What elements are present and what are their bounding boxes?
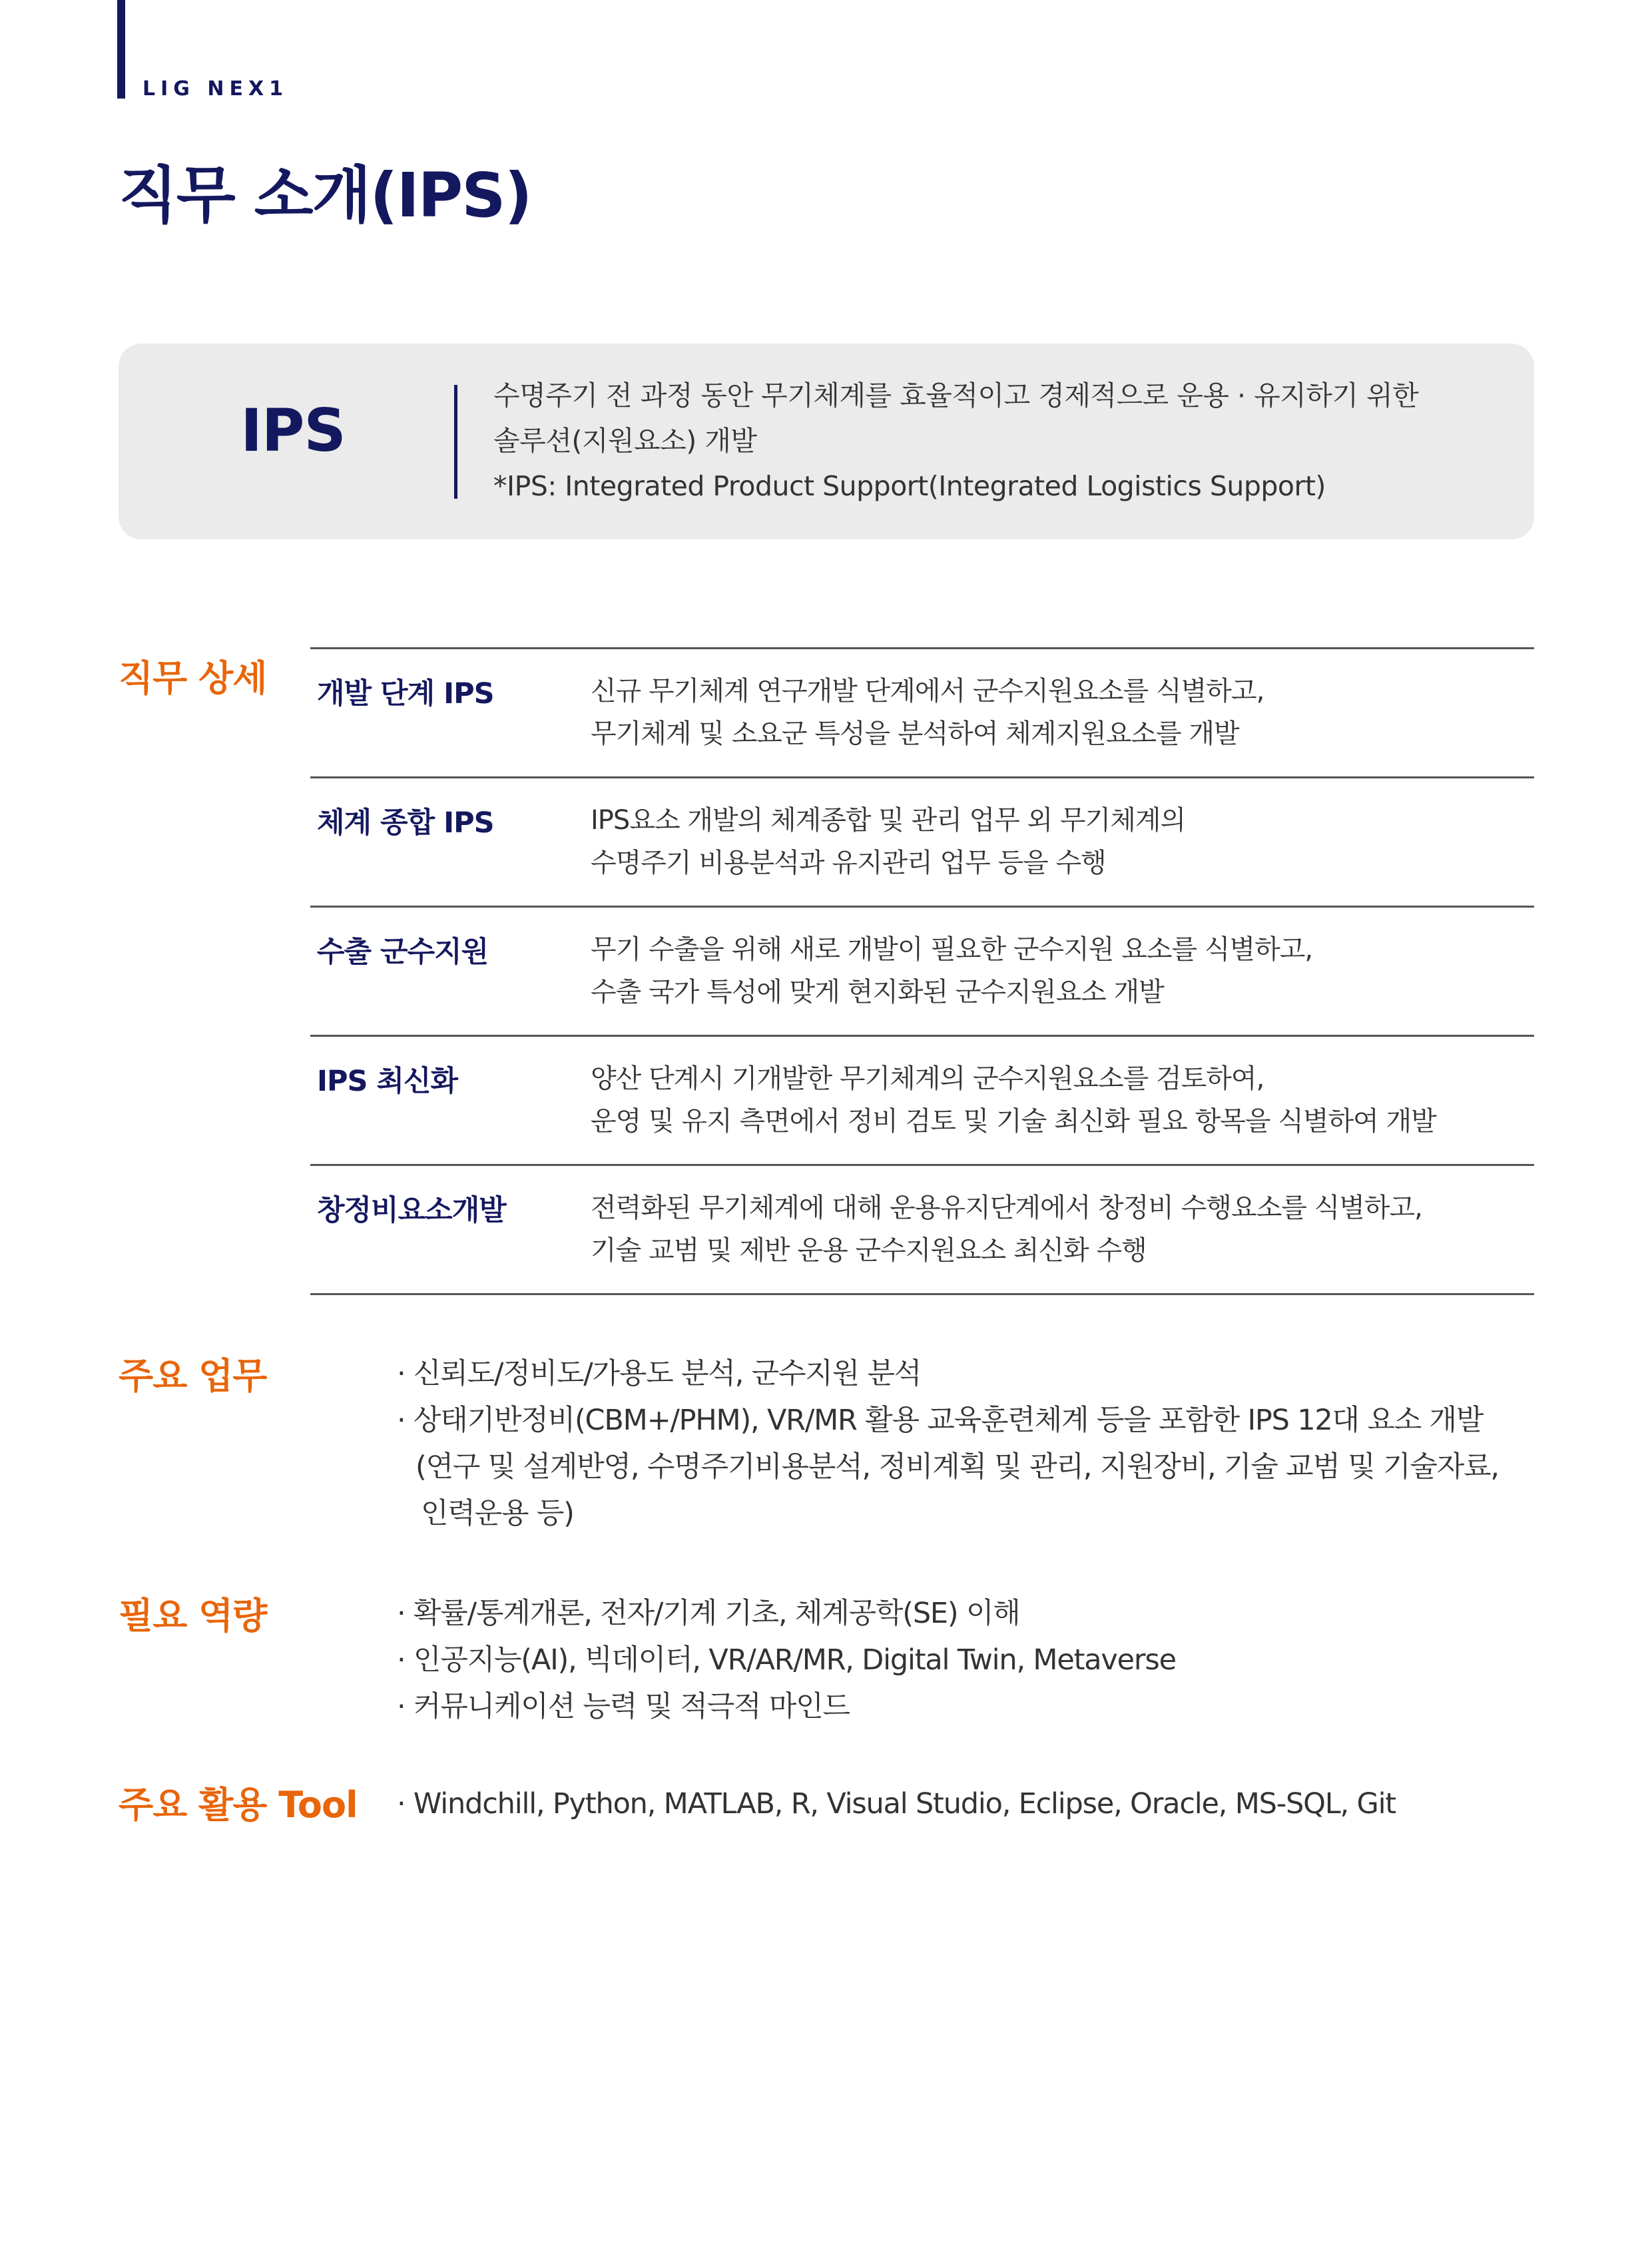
list-item: · Windchill, Python, MATLAB, R, Visual Studio, Eclipse, Oracle, MS-SQL, Git: [397, 1787, 1396, 1821]
job-detail-table: [310, 647, 1534, 1295]
page-title: 직무 소개(IPS): [119, 160, 531, 231]
main-tasks-list: [397, 1350, 1499, 1537]
definition-text: [493, 373, 1519, 509]
row-description: [591, 799, 1185, 884]
row-title: 개발 단계 IPS: [317, 677, 494, 710]
list-item: · 커뮤니케이션 능력 및 적극적 마인드: [397, 1690, 850, 1723]
row-title: 창정비요소개발: [317, 1194, 506, 1227]
row-title: IPS 최신화: [317, 1065, 458, 1098]
row-title: 체계 종합 IPS: [317, 806, 494, 840]
table-row: [310, 649, 1534, 778]
competencies-list: [397, 1590, 1176, 1730]
list-item-continuation: (연구 및 설계반영, 수명주기비용분석, 정비계획 및 관리, 지원장비, 기술 교범 및 기술자료,: [415, 1450, 1499, 1484]
list-item: · 인공지능(AI), 빅데이터, VR/AR/MR, Digital Twin, Metaverse: [397, 1643, 1176, 1677]
definition-line: 솔루션(지원요소) 개발: [493, 425, 757, 457]
row-description-line: 전력화된 무기체계에 대해 운용유지단계에서 창정비 수행요소를 식별하고,: [591, 1193, 1422, 1223]
row-description-line: 양산 단계시 기개발한 무기체계의 군수지원요소를 검토하여,: [591, 1063, 1264, 1094]
row-description-line: IPS요소 개발의 체계종합 및 관리 업무 외 무기체계의: [591, 805, 1186, 836]
row-description-line: 수명주기 비용분석과 유지관리 업무 등을 수행: [591, 848, 1106, 878]
row-description: [591, 1187, 1422, 1272]
table-row: [310, 908, 1534, 1037]
brand-logo-text: LIG NEX1: [142, 77, 288, 101]
section-label-main-tasks: 주요 업무: [119, 1355, 267, 1397]
table-row: [310, 1166, 1534, 1295]
table-row: [310, 1037, 1534, 1166]
row-description-line: 무기 수출을 위해 새로 개발이 필요한 군수지원 요소를 식별하고,: [591, 934, 1313, 965]
tools-list: [397, 1781, 1396, 1827]
list-item: · 상태기반정비(CBM+/PHM), VR/MR 활용 교육훈련체계 등을 포함한 IPS 12대 요소 개발: [397, 1404, 1484, 1437]
row-description-line: 신규 무기체계 연구개발 단계에서 군수지원요소를 식별하고,: [591, 676, 1264, 706]
row-title: 수출 군수지원: [317, 936, 489, 969]
definition-line: 수명주기 전 과정 동안 무기체계를 효율적이고 경제적으로 운용 · 유지하기 위한: [493, 380, 1419, 412]
row-description: [591, 670, 1264, 755]
row-description: [591, 928, 1312, 1013]
list-item: · 신뢰도/정비도/가용도 분석, 군수지원 분석: [397, 1357, 922, 1390]
row-description: [591, 1057, 1436, 1143]
section-label-tools: 주요 활용 Tool: [119, 1784, 358, 1826]
brand-accent-bar: [117, 0, 125, 99]
row-description-line: 운영 및 유지 측면에서 정비 검토 및 기술 최신화 필요 항목을 식별하여 개발: [591, 1106, 1436, 1137]
section-label-competencies: 필요 역량: [119, 1595, 267, 1637]
definition-divider: [454, 385, 457, 499]
row-description-line: 수출 국가 특성에 맞게 현지화된 군수지원요소 개발: [591, 977, 1164, 1007]
row-description-line: 무기체계 및 소요군 특성을 분석하여 체계지원요소를 개발: [591, 718, 1239, 749]
definition-term: IPS: [240, 396, 346, 465]
list-item: · 확률/통계개론, 전자/기계 기초, 체계공학(SE) 이해: [397, 1597, 1020, 1630]
list-item-continuation: 인력운용 등): [421, 1497, 574, 1530]
row-description-line: 기술 교범 및 제반 운용 군수지원요소 최신화 수행: [591, 1235, 1147, 1266]
definition-line: *IPS: Integrated Product Support(Integrated Logistics Support): [493, 470, 1326, 502]
table-row: [310, 778, 1534, 908]
section-label-job-detail: 직무 상세: [119, 657, 267, 699]
